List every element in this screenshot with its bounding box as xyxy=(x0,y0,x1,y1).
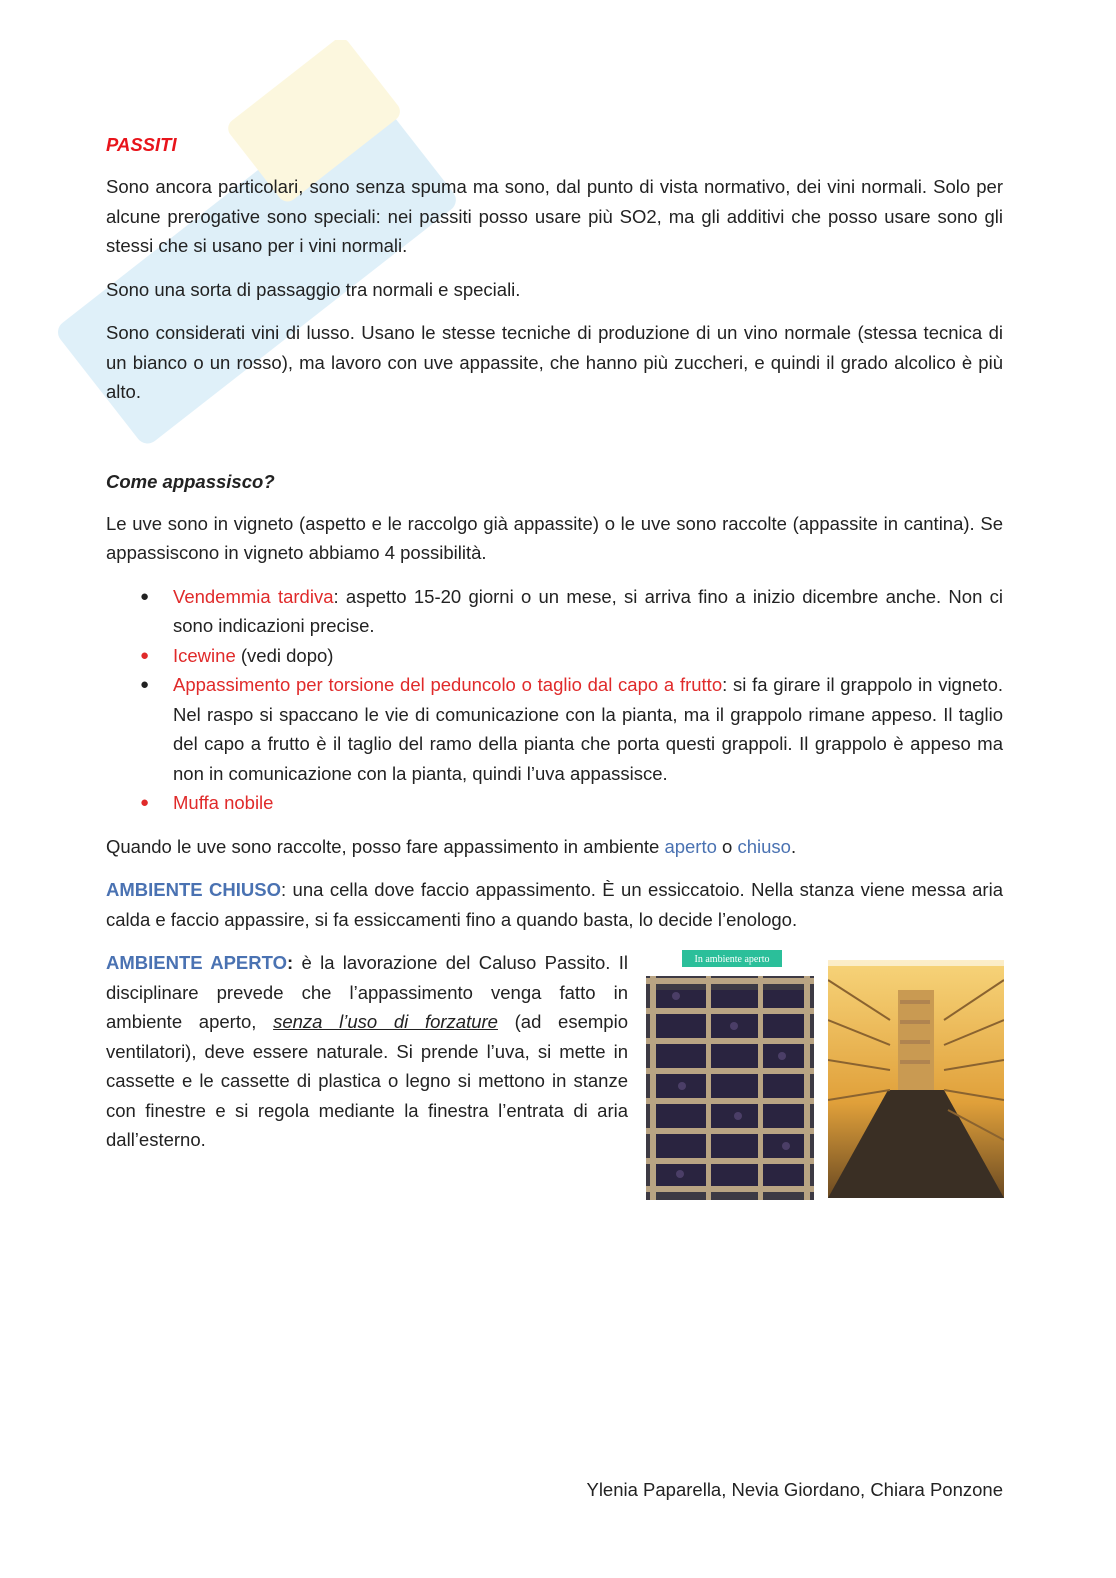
photo-caption: In ambiente aperto xyxy=(694,954,770,965)
paragraph: Le uve sono in vigneto (aspetto e le raccolgo già appassite) o le uve sono raccolte (appassite in cantina). Se appassiscono in vigneto abbiamo 4 possibilità. xyxy=(106,512,1003,563)
bullet-icon: ● xyxy=(140,587,150,605)
text-run: (ad esempio ventilatori), deve essere naturale. Si prende l’uva, si mette in cassette e le cassette di plastica o legno si mettono in stanze con finestre e si regola mediante la finestra l’entrata di aria dall’esterno. xyxy=(106,1011,628,1150)
list-item-term: Muffa nobile xyxy=(173,792,274,813)
text-run: è la lavorazione del Caluso Passito. Il disciplinare prevede che l’appassimento venga fatto in ambiente aperto, xyxy=(106,952,628,1032)
heading-come-appassisco: Come appassisco? xyxy=(106,470,275,492)
document-content xyxy=(106,128,1003,1208)
list-item-term: Appassimento per torsione del peduncolo o taglio dal capo a frutto xyxy=(173,674,723,695)
text-run: : una cella dove faccio appassimento. È un essiccatoio. Nella stanza viene messa aria calda e faccio appassire, si fa essiccamenti fino a quando basta, lo decide l’enologo. xyxy=(106,879,1003,930)
heading-passiti: PASSITI xyxy=(106,134,177,155)
paragraph xyxy=(106,875,1003,934)
list-item-text: (vedi dopo) xyxy=(235,644,334,666)
label-ambiente-chiuso: AMBIENTE CHIUSO xyxy=(106,879,281,900)
link-aperto: aperto xyxy=(664,835,717,857)
text-run: : xyxy=(287,952,294,973)
bullet-icon: ● xyxy=(140,676,150,693)
bullet-icon: ● xyxy=(140,794,150,811)
link-chiuso: chiuso xyxy=(737,835,791,857)
paragraph xyxy=(106,832,1003,862)
label-ambiente-aperto: AMBIENTE APERTO xyxy=(106,952,287,973)
paragraph: Sono considerati vini di lusso. Usano le stesse tecniche di produzione di un vino normale (stessa tecnica di un bianco o un rosso), ma lavoro con uve appassite, che hanno più zuccheri, e quindi il grado alcolico è più alto. xyxy=(106,322,1003,402)
list-item xyxy=(140,788,1003,818)
bullet-icon: ● xyxy=(140,646,150,664)
list-item-term: Vendemmia tardiva xyxy=(173,585,334,607)
list-item-text: : si fa girare il grappolo in vigneto. Nel raspo si spaccano le vie di comunicazione con la pianta, ma il grappolo rimane appeso. Il taglio del capo a frutto è il taglio del ramo della pianta che porta questi grappoli. Il grappolo è appeso ma non in comunicazione con la pianta, quindi l’uva appassisce. xyxy=(173,674,1003,784)
list-item-text: : aspetto 15-20 giorni o un mese, si arriva fino a inizio dicembre anche. Non ci sono indicazioni precise. xyxy=(173,585,1003,636)
list-item xyxy=(140,641,1003,671)
bullet-list xyxy=(106,582,1003,818)
list-item xyxy=(140,582,1003,641)
ambiente-aperto-section xyxy=(106,948,1003,1208)
text-run: . xyxy=(790,835,797,857)
photo-grape-crates xyxy=(646,950,814,1200)
text-run: Quando le uve sono raccolte, posso fare appassimento in ambiente xyxy=(106,835,665,857)
photo-drying-room xyxy=(828,960,1004,1198)
footer-authors: Ylenia Paparella, Nevia Giordano, Chiara Ponzone xyxy=(586,1479,1003,1500)
paragraph: Sono ancora particolari, sono senza spuma ma sono, dal punto di vista normativo, dei vini normali. Solo per alcune prerogative sono speciali: nei passiti posso usare più SO2, ma gli additivi che posso usare sono gli stessi che si usano per i vini normali. xyxy=(106,176,1003,256)
text-run: o xyxy=(716,835,738,857)
list-item-term: Icewine xyxy=(173,644,236,666)
emphasis-text: senza l’uso di forzature xyxy=(273,1011,498,1032)
paragraph: Sono una sorta di passaggio tra normali e speciali. xyxy=(106,278,521,300)
paragraph xyxy=(106,948,628,1155)
list-item xyxy=(140,670,1003,788)
